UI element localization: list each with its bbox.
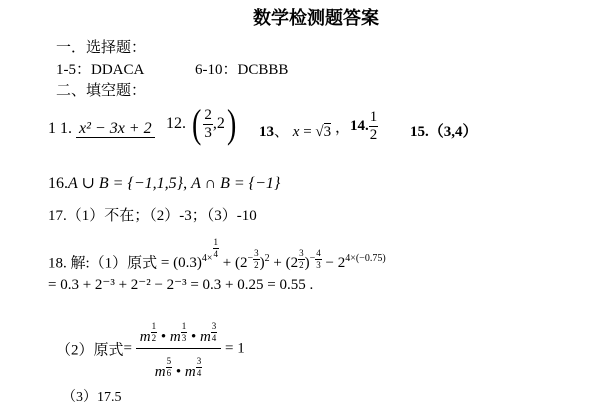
q13: 13、 x = √3 xyxy=(259,124,332,140)
q18-part2-fraction: m $^{\frac{1}{2}}$ • m $^{\frac{1}{3}}$ • m $^{\frac{3}{4}}$ m $^{\frac{5}{6}}$ • m $^{\frac{3}{4}}$ xyxy=(136,318,222,380)
q15 xyxy=(410,120,478,141)
q18-part2-result: = 1 xyxy=(225,340,245,357)
choice-values-2: DCBBB xyxy=(237,62,289,78)
q12-fraction xyxy=(203,108,213,141)
q16-intersection: A ∩ B = {−1} xyxy=(191,175,281,192)
section-heading-fill: 二、填空题： xyxy=(56,83,147,99)
q14-numerator: 1 xyxy=(369,109,378,125)
page-title: 数学检测题答案 xyxy=(253,8,379,29)
q12-second: 2 xyxy=(216,115,225,132)
choice-values-1: DDACA xyxy=(91,62,144,78)
q11-answer: x² − 3x + 2 xyxy=(76,120,155,138)
q18-line2: = 0.3 + 2⁻³ + 2⁻² − 2⁻³ = 0.3 + 0.25 = 0.55 . xyxy=(48,277,314,293)
q12-left-paren: ( xyxy=(191,101,202,146)
q18-line1: 18. 解:（1）原式 = $(0.3)^{4\times \frac{1}{4}}$ + ($2^{- \frac{3}{2}}$ )$^2$ + (2 $^{\frac{3}{2}}$ )$^{- \frac{4}{3}}$ − $2^{4\times(-0.75)}$ xyxy=(48,237,386,272)
q16: 16.A ∪ B = {−1,1,5}, A ∩ B = {−1} xyxy=(48,175,281,192)
q16-union: A ∪ B = {−1,1,5} xyxy=(68,175,184,192)
q18-part3: （3）17.5 xyxy=(62,390,122,405)
q12-numerator: 2 xyxy=(204,106,212,123)
q12: 12. ( $\frac{2}{3}$ ,2) xyxy=(166,101,237,146)
choice-range-2: 6-10： xyxy=(195,62,238,78)
q13-sqrt: √3 xyxy=(315,124,332,140)
q12-right-paren: ) xyxy=(226,101,237,146)
q14: ，14. $\frac{1}{2}$ xyxy=(335,109,378,143)
q18-label: 18. 解:（1）原式 xyxy=(48,255,158,272)
q16-label: 16. xyxy=(48,175,68,192)
q13-label: 13 xyxy=(259,124,274,140)
q18-part2: （2）原式= m $^{\frac{1}{2}}$ • m $^{\frac{1}{3}}$ • m $^{\frac{3}{4}}$ m $^{\frac{5}{6}}$ • m $^{\frac{3}{4}}$ = 1 xyxy=(56,318,245,380)
q14-label: 14. xyxy=(350,118,369,134)
q17: 17.（1）不在；（2）-3；（3）-10 xyxy=(48,208,257,224)
q12-label: 12. xyxy=(166,115,186,132)
q15-answer: （3,4） xyxy=(428,124,478,140)
q13-variable: x xyxy=(292,124,300,140)
choice-answers xyxy=(56,58,288,79)
section-heading-choice: 一．选择题： xyxy=(56,40,147,56)
choice-range-1: 1-5： xyxy=(56,62,91,78)
q13-separator: 、 xyxy=(274,124,290,140)
q11-label: 1 1. xyxy=(48,120,72,137)
q11 xyxy=(48,120,155,138)
q12-denominator: 3 xyxy=(204,124,212,141)
q14-denominator: 2 xyxy=(369,127,378,143)
q15-label: 15. xyxy=(410,124,429,140)
q14-fraction xyxy=(369,110,379,143)
q13-radicand: 3 xyxy=(323,124,332,140)
q18-part2-label: （2）原式 xyxy=(56,342,124,359)
